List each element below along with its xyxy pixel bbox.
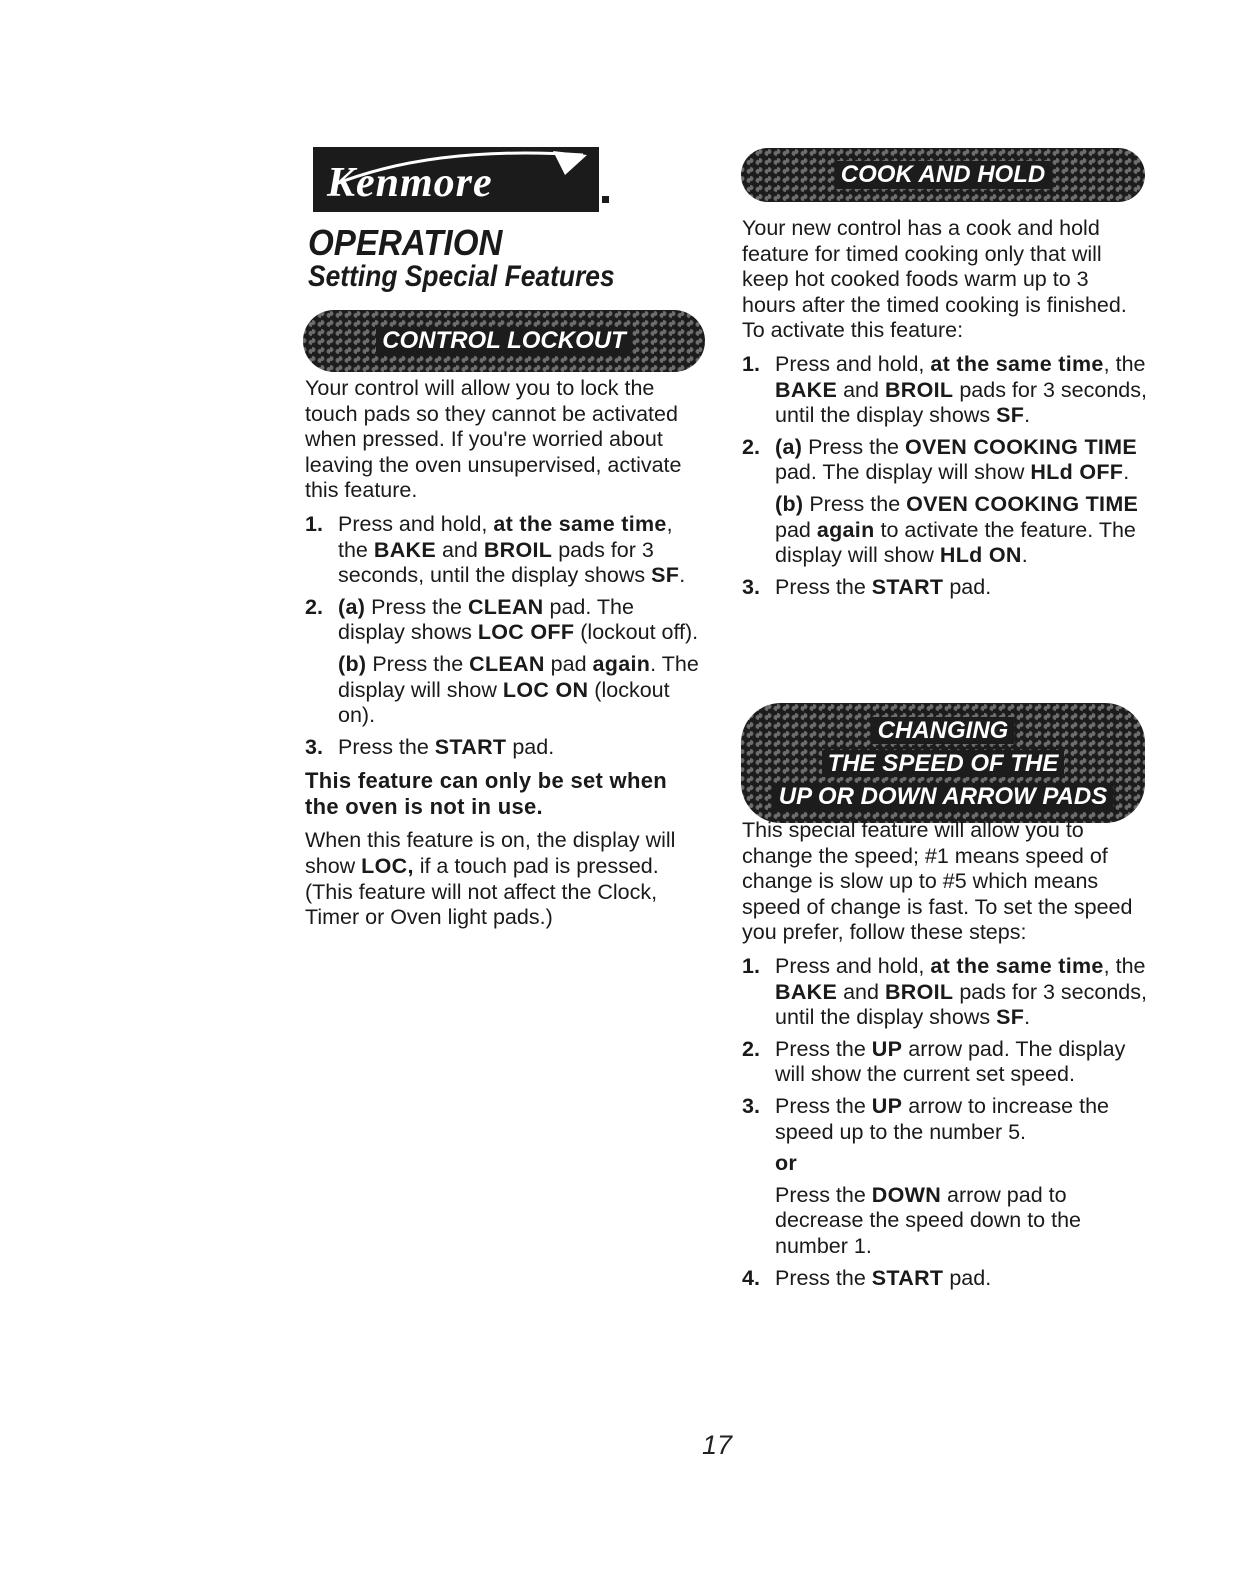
logo-dot bbox=[602, 196, 609, 203]
section-heading-cook-and-hold: COOK AND HOLD bbox=[741, 148, 1145, 202]
control-lockout-step-2a: 2. (a) Press the CLEAN pad. The display shows LOC OFF (lockout off). bbox=[305, 594, 699, 645]
arrow-speed-step-2: 2. Press the UP arrow pad. The display will show the current set speed. bbox=[742, 1036, 1126, 1087]
page-number: 17 bbox=[702, 1430, 733, 1460]
arrow-speed-step-4: 4. Press the START pad. bbox=[742, 1265, 992, 1290]
arrow-speed-step-3: 3. Press the UP arrow to increase the speed up to the number 5. bbox=[742, 1093, 1110, 1144]
section-heading-arrow-speed: CHANGING THE SPEED OF THE UP OR DOWN ARROW PADS bbox=[741, 703, 1145, 823]
cook-and-hold-intro: Your new control has a cook and hold feature for timed cooking only that will keep hot cooked foods warm up to 3 hours after the timed cooking is finished. To activate this feature: bbox=[742, 216, 1127, 343]
control-lockout-notice: This feature can only be set when the oven is not in use. bbox=[305, 768, 667, 820]
cook-and-hold-step-3: 3. Press the START pad. bbox=[742, 574, 992, 599]
control-lockout-step-3: 3. Press the START pad. bbox=[305, 734, 555, 759]
arrow-speed-step-3b: Press the DOWN arrow pad to decrease the speed down to the number 1. bbox=[775, 1182, 1081, 1258]
page-subtitle: Setting Special Features bbox=[308, 260, 615, 293]
control-lockout-intro: Your control will allow you to lock the touch pads so they cannot be activated when pressed. If you're worried about leaving the oven unsupervised, activate this feature. bbox=[305, 376, 682, 503]
cook-and-hold-step-1: 1. Press and hold, at the same time, the BAKE and BROIL pads for 3 seconds, until the display shows SF. bbox=[742, 351, 1147, 428]
cook-and-hold-step-2b: (b) Press the OVEN COOKING TIME pad again to activate the feature. The display will show HLd ON. bbox=[775, 491, 1139, 568]
control-lockout-step-1: 1. Press and hold, at the same time, the BAKE and BROIL pads for 3 seconds, until the display shows SF. bbox=[305, 511, 686, 588]
arrow-speed-section bbox=[742, 818, 1147, 1291]
control-lockout-note: When this feature is on, the display will show LOC, if a touch pad is pressed. (This feature will not affect the Clock, Timer or Oven light pads.) bbox=[305, 828, 676, 930]
arrow-speed-intro: This special feature will allow you to change the speed; #1 means speed of change is slow up to #5 which means speed of change is fast. To set the speed you prefer, follow these steps: bbox=[742, 818, 1133, 945]
cook-and-hold-section bbox=[742, 216, 1147, 600]
control-lockout-section bbox=[305, 376, 705, 931]
control-lockout-step-2b: (b) Press the CLEAN pad again. The display will show LOC ON (lockout on). bbox=[338, 651, 699, 728]
kenmore-logo bbox=[313, 147, 599, 212]
logo-text: Kenmore bbox=[327, 160, 493, 206]
cook-and-hold-step-2a: 2. (a) Press the OVEN COOKING TIME pad. The display will show HLd OFF. bbox=[742, 434, 1138, 485]
arrow-speed-step-1: 1. Press and hold, at the same time, the BAKE and BROIL pads for 3 seconds, until the display shows SF. bbox=[742, 953, 1147, 1030]
page-title: OPERATION bbox=[308, 222, 503, 263]
section-heading-control-lockout: CONTROL LOCKOUT bbox=[303, 310, 705, 372]
arrow-speed-or: or bbox=[775, 1151, 798, 1176]
